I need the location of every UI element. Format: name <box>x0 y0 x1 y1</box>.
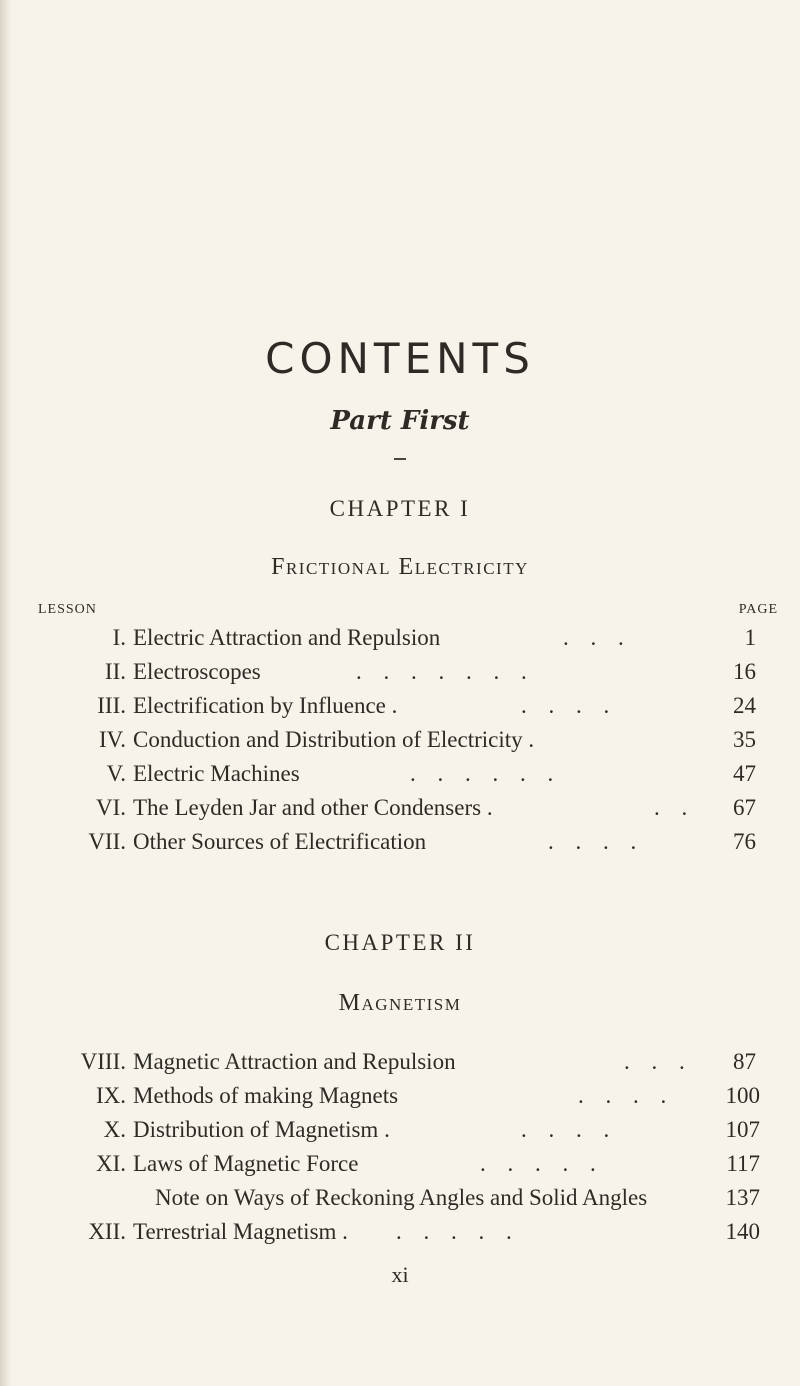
lesson-title: Laws of Magnetic Force <box>133 1151 359 1176</box>
toc-entry-lesson-4 <box>0 727 800 761</box>
lesson-number: VI. <box>95 795 126 820</box>
toc-entry-lesson-2 <box>0 659 800 693</box>
lesson-title: Conduction and Distribution of Electricity . <box>133 727 535 752</box>
lesson-title: Electric Attraction and Repulsion <box>133 625 441 650</box>
lesson-title: Distribution of Magnetism . <box>133 1117 390 1142</box>
toc-entry-lesson-12 <box>0 1219 800 1253</box>
lesson-title: Electric Machines <box>133 761 300 786</box>
part-divider <box>394 458 406 460</box>
part-title: Part First <box>330 406 470 436</box>
toc-entry-lesson-11 <box>0 1151 800 1185</box>
lesson-number: XI. <box>95 1151 126 1176</box>
chapter-2-title: CHAPTER II <box>324 930 476 955</box>
leader-dots: . . . <box>624 1049 693 1074</box>
lesson-number: VIII. <box>80 1049 126 1074</box>
page-number: 87 <box>733 1049 756 1074</box>
contents-title: CONTENTS <box>265 334 535 383</box>
toc-entry-lesson-8 <box>0 1049 800 1083</box>
lesson-number: V. <box>106 761 126 786</box>
lesson-title: Other Sources of Electrification <box>133 829 427 854</box>
page-number: 1 <box>744 625 756 650</box>
lesson-number: IX. <box>95 1083 126 1108</box>
page-number: 107 <box>725 1117 760 1142</box>
leader-dots: . . . <box>563 625 632 650</box>
lesson-number: III. <box>97 693 126 718</box>
lesson-title: Electrification by Influence . <box>133 693 398 718</box>
lesson-number: X. <box>103 1117 126 1142</box>
leader-dots: . . . . <box>521 1117 618 1142</box>
toc-entry-lesson-9 <box>0 1083 800 1117</box>
page-number: 117 <box>726 1151 760 1176</box>
page-number: 137 <box>725 1185 760 1210</box>
page-number: 24 <box>733 693 756 718</box>
page-number: 140 <box>725 1219 760 1244</box>
page-number: 67 <box>733 795 756 820</box>
lesson-title: Electroscopes <box>133 659 261 684</box>
lesson-title: The Leyden Jar and other Condensers . <box>133 795 493 820</box>
leader-dots: . . <box>654 795 696 820</box>
page-number: 16 <box>733 659 756 684</box>
chapter-1-section-title: Frictional Electricity <box>271 554 529 580</box>
leader-dots: . . . . <box>521 693 618 718</box>
chapter-2-section-title: Magnetism <box>338 990 462 1016</box>
leader-dots: . . . . . . . <box>356 659 535 684</box>
page-footer-number: xi <box>391 1262 409 1287</box>
page-number: 100 <box>725 1083 760 1108</box>
lesson-number: I. <box>112 625 126 650</box>
toc-entry-lesson-6 <box>0 795 800 829</box>
leader-dots: . . . . <box>578 1083 675 1108</box>
lesson-number: IV. <box>98 727 126 752</box>
page-number: 76 <box>733 829 756 854</box>
toc-entry-lesson-7 <box>0 829 800 863</box>
lesson-number: XII. <box>88 1219 126 1244</box>
toc-entry-lesson-3 <box>0 693 800 727</box>
lesson-title: Terrestrial Magnetism . <box>133 1219 348 1244</box>
lesson-number: II. <box>104 659 126 684</box>
toc-entry-lesson-5 <box>0 761 800 795</box>
page-column-header: PAGE <box>738 602 778 617</box>
note-title: Note on Ways of Reckoning Angles and Solid Angles <box>155 1185 648 1210</box>
toc-entry-note-angles <box>0 1185 800 1219</box>
page-number: 47 <box>733 761 756 786</box>
leader-dots: . . . . . <box>480 1151 604 1176</box>
page-number: 35 <box>733 727 756 752</box>
leader-dots: . . . . . . <box>410 761 562 786</box>
toc-entry-lesson-10 <box>0 1117 800 1151</box>
lesson-title: Methods of making Magnets <box>133 1083 399 1108</box>
lesson-number: VII. <box>88 829 126 854</box>
toc-entry-lesson-1 <box>0 625 800 659</box>
lesson-column-header: LESSON <box>38 602 97 617</box>
lesson-title: Magnetic Attraction and Repulsion <box>133 1049 456 1074</box>
leader-dots: . . . . <box>548 829 645 854</box>
leader-dots: . . . . . <box>396 1219 520 1244</box>
chapter-1-title: CHAPTER I <box>329 496 471 521</box>
